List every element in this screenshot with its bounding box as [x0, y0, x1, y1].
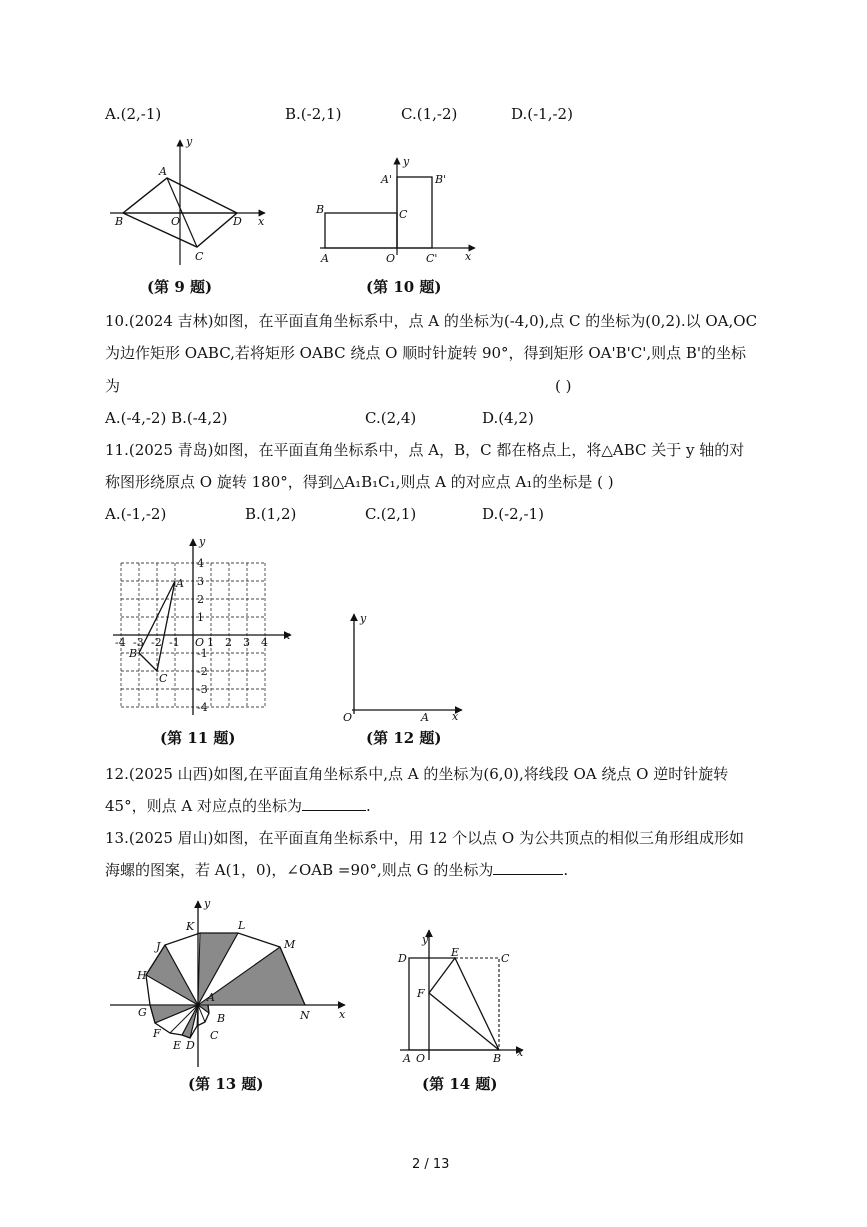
q11-option-b: B.(1,2) — [245, 505, 297, 523]
q13-label-g: G — [138, 1006, 147, 1019]
q9-label-x: x — [258, 215, 265, 228]
q11-option-a: A.(-1,-2) — [105, 505, 167, 523]
q13-label-m: M — [284, 938, 296, 951]
q11-tick-x-neg1: -1 — [169, 636, 180, 649]
q14-label-x: x — [517, 1046, 524, 1059]
q10-label-c1: C' — [426, 252, 438, 265]
q10-option-d: D.(4,2) — [482, 409, 534, 427]
q12-caption: (第 12 题) — [366, 729, 442, 747]
q11-tick-x-1: 1 — [207, 636, 214, 649]
q13-stem-line2 — [105, 860, 568, 880]
q13-label-a: A — [207, 991, 215, 1004]
q11-tick-y-2: 2 — [197, 593, 204, 606]
q10-label-x: x — [465, 250, 472, 263]
q14-label-e: E — [451, 946, 460, 959]
q11-label-a: A — [176, 577, 184, 590]
q10-label-b1: B' — [435, 173, 447, 186]
q10-label-y: y — [403, 155, 410, 168]
figure-q9 — [105, 135, 275, 275]
q10-stem-line1: 10.(2024 吉林)如图，在平面直角坐标系中，点 A 的坐标为(-4,0),点 C 的坐标为(0,2).以 OA,OC — [105, 312, 758, 330]
q13-label-k: K — [186, 920, 195, 933]
q13-label-x: x — [339, 1008, 346, 1021]
q10-label-a1: A' — [381, 173, 392, 186]
q14-caption: (第 14 题) — [422, 1075, 498, 1093]
q11-label-y: y — [199, 535, 206, 548]
q11-tick-x-neg3: -3 — [133, 636, 144, 649]
q11-label-o: O — [195, 636, 205, 649]
q9-option-b: B.(-2,1) — [285, 105, 342, 123]
q10-stem-line2: 为边作矩形 OABC,若将矩形 OABC 绕点 O 顺时针旋转 90°，得到矩形 OA'B'C',则点 B'的坐标 — [105, 344, 746, 362]
q9-label-y: y — [186, 135, 193, 148]
q9-label-b: B — [115, 215, 124, 228]
q11-tick-y-3: 3 — [197, 575, 204, 588]
page-number: 2 / 13 — [412, 1157, 450, 1172]
q11-option-c: C.(2,1) — [365, 505, 417, 523]
q12-label-o: O — [343, 711, 353, 724]
q11-tick-y-neg3: -3 — [197, 683, 208, 696]
q14-label-f: F — [417, 987, 425, 1000]
q11-caption: (第 11 题) — [160, 729, 236, 747]
q13-label-y: y — [204, 897, 211, 910]
q14-label-b: B — [493, 1052, 502, 1065]
q12-stem-line2-text: 45°，则点 A 对应点的坐标为 — [105, 797, 302, 815]
q11-label-b: B — [129, 647, 138, 660]
q10-stem-line3: 为 — [105, 377, 121, 395]
q10-option-ab: A.(-4,-2) B.(-4,2) — [105, 409, 228, 427]
q10-label-a: A — [321, 252, 329, 265]
q14-label-d: D — [398, 952, 407, 965]
q13-label-j: J — [156, 940, 161, 953]
q11-label-c: C — [159, 672, 168, 685]
q12-stem-line1: 12.(2025 山西)如图,在平面直角坐标系中,点 A 的坐标为(6,0),将线段 OA 绕点 O 逆时针旋转 — [105, 765, 729, 783]
figure-q14 — [395, 925, 535, 1065]
q11-tick-y-4: 4 — [197, 557, 204, 570]
q11-option-d: D.(-2,-1) — [482, 505, 544, 523]
q11-tick-y-neg2: -2 — [197, 665, 208, 678]
q12-answer-blank[interactable] — [302, 796, 366, 811]
q10-answer-bracket: ( ) — [555, 377, 572, 395]
q9-option-c: C.(1,-2) — [401, 105, 458, 123]
q9-option-a: A.(2,-1) — [105, 105, 162, 123]
figure-q11 — [108, 535, 298, 720]
q10-label-c: C — [399, 208, 408, 221]
q11-tick-x-neg2: -2 — [151, 636, 162, 649]
q14-label-c: C — [501, 952, 510, 965]
q13-answer-blank[interactable] — [493, 860, 563, 875]
q12-label-x: x — [452, 710, 459, 723]
q10-label-o: O — [386, 252, 396, 265]
q13-label-f: F — [153, 1027, 161, 1040]
q9-label-o: O — [171, 215, 181, 228]
q13-stem-line1: 13.(2025 眉山)如图，在平面直角坐标系中，用 12 个以点 O 为公共顶点的相似三角形组成形如 — [105, 829, 744, 847]
q13-label-e: E — [173, 1039, 182, 1052]
q14-label-a: A — [403, 1052, 411, 1065]
q13-label-n: N — [300, 1009, 310, 1022]
q11-tick-x-4: 4 — [261, 636, 268, 649]
q12-stem-line2-end: . — [365, 797, 371, 815]
q13-label-h: H — [137, 969, 147, 982]
q11-tick-y-1: 1 — [197, 611, 204, 624]
q11-tick-y-neg1: -1 — [197, 647, 208, 660]
q12-label-y: y — [360, 612, 367, 625]
q11-label-x: x — [284, 629, 291, 642]
figure-q10 — [315, 155, 485, 265]
q9-option-d: D.(-1,-2) — [511, 105, 573, 123]
q9-label-c: C — [195, 250, 204, 263]
q14-label-o: O — [416, 1052, 426, 1065]
q13-caption: (第 13 题) — [188, 1075, 264, 1093]
q11-stem-line2: 称图形绕原点 O 旋转 180°，得到△A₁B₁C₁,则点 A 的对应点 A₁的坐标是 ( ) — [105, 473, 614, 491]
q9-caption: (第 9 题) — [147, 278, 213, 296]
q9-label-d: D — [233, 215, 242, 228]
q11-tick-x-neg4: -4 — [115, 636, 126, 649]
q11-tick-x-2: 2 — [225, 636, 232, 649]
q12-stem-line2 — [105, 796, 371, 816]
q10-label-b: B — [316, 203, 325, 216]
q10-caption: (第 10 题) — [366, 278, 442, 296]
figure-q12 — [340, 610, 470, 725]
q13-label-c: C — [210, 1029, 219, 1042]
q9-label-a: A — [159, 165, 167, 178]
figure-q13 — [110, 895, 360, 1070]
q13-stem-line2-end: . — [563, 861, 569, 879]
q11-tick-x-3: 3 — [243, 636, 250, 649]
q13-stem-line2-text: 海螺的图案，若 A(1，0)，∠OAB =90°,则点 G 的坐标为 — [105, 861, 494, 879]
q13-label-d: D — [186, 1039, 195, 1052]
q11-tick-y-neg4: -4 — [197, 701, 208, 714]
q13-label-b: B — [217, 1012, 226, 1025]
q11-stem-line1: 11.(2025 青岛)如图，在平面直角坐标系中，点 A，B，C 都在格点上，将△ABC 关于 y 轴的对 — [105, 441, 745, 459]
q12-label-a: A — [421, 711, 429, 724]
q10-option-c: C.(2,4) — [365, 409, 417, 427]
q13-label-l: L — [238, 919, 246, 932]
q14-label-y: y — [422, 933, 429, 946]
